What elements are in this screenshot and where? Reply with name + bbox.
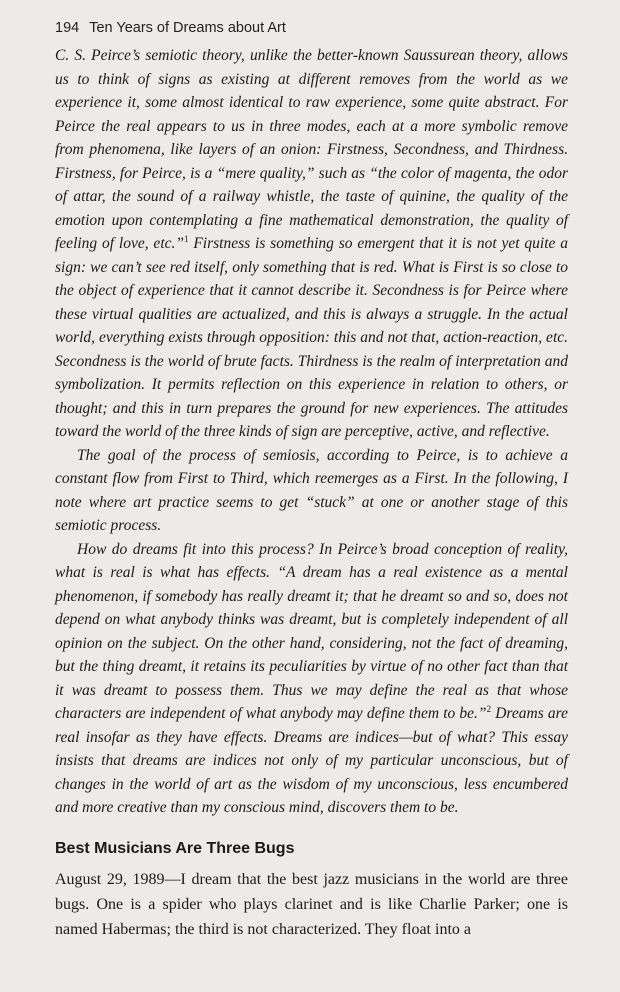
essay-body xyxy=(55,44,568,820)
page-number: 194 xyxy=(55,20,80,36)
footnote-ref-1: 1 xyxy=(184,233,189,244)
running-title: Ten Years of Dreams about Art xyxy=(89,20,286,36)
dream-entry: August 29, 1989—I dream that the best jazz musicians in the world are three bugs. One is a spider who plays clarinet and is like Charlie Parker; one is named Habermas; the third is not characterized. They float into a xyxy=(55,870,568,938)
paragraph-dreams-reality: How do dreams fit into this process? In Peirce’s broad conception of reality, what is real is what has effects. “A dream has a real existence as a mental phenomenon, if somebody has really dreamt it; that he dreamt so and so, does not depend on what anybody thinks was dreamt, but is completely independent of all opinion on the subject. On the other hand, considering, not the fact of dreaming, but the thing dreamt, it retains its peculiarities by virtue of no other fact than that it was dreamt to possess them. Thus we may define the real as that whose characters are independent of what anybody may define them to be.”$^2$ Dreams are real insofar as they have effects. Dreams are indices—but of what? This essay insists that dreams are indices not only of my particular unconscious, but of changes in the world of art as the wisdom of my unconscious, less encumbered and more creative than my conscious mind, discovers them to be. xyxy=(55,540,568,816)
running-head xyxy=(55,18,568,44)
paragraph-peirce-semiotics: C. S. Peirce’s semiotic theory, unlike the better-known Saussurean theory, allows us to think of signs as existing at different removes from the world as we experience it, some almost identical to raw experience, some quite abstract. For Peirce the real appears to us in three modes, each at a more symbolic remove from phenomena, like layers of an onion: Firstness, Secondness, and Thirdness. Firstness, for Peirce, is a “mere quality,” such as “the color of magenta, the odor of attar, the sound of a railway whistle, the taste of quinine, the quality of the emotion upon contemplating a fine mathematical demonstration, the quality of feeling of love, etc.”$^1$ Firstness is something so emergent that it is not yet quite a sign: we can’t see red itself, only something that is red. What is First is so close to the object of experience that it cannot describe it. Secondness is for Peirce where these virtual qualities are actualized, and this is always a struggle. In the actual world, everything exists through opposition: this and not that, action-reaction, etc. Secondness is the world of brute facts. Thirdness is the realm of interpretation and symbolization. It permits reflection on this experience in relation to others, or thought; and this in turn prepares the ground for new experiences. The attitudes toward the world of the three kinds of sign are perceptive, active, and reflective. xyxy=(55,47,568,440)
footnote-ref-2: 2 xyxy=(486,703,492,714)
paragraph-semiosis-goal: The goal of the process of semiosis, according to Peirce, is to achieve a constant flow from First to Third, which reemerges as a First. In the following, I note where art practice seems to get “stuck” at one or another stage of this semiotic process. xyxy=(55,446,568,534)
section-heading: Best Musicians Are Three Bugs xyxy=(55,839,295,857)
